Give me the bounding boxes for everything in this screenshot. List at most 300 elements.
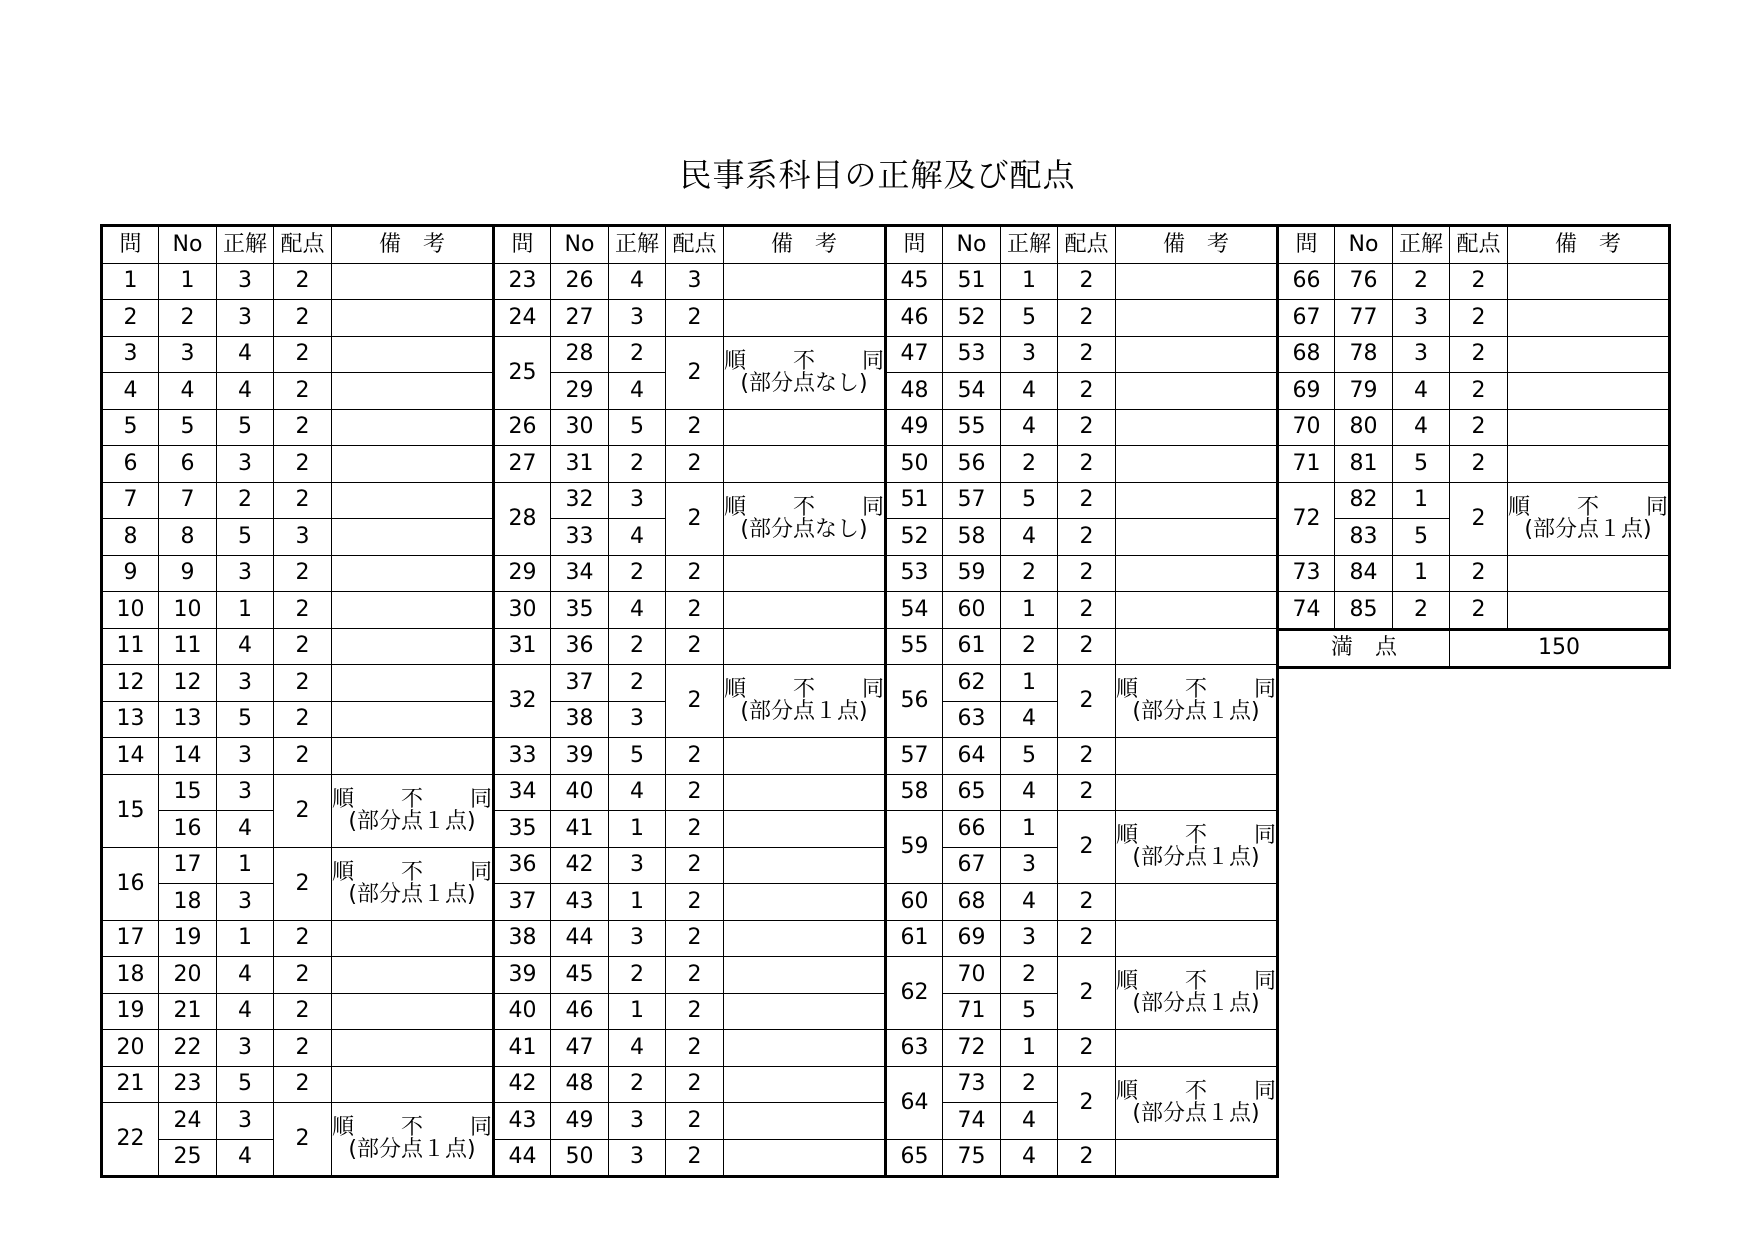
item-number: 31 xyxy=(551,446,609,483)
table-row xyxy=(102,774,494,811)
points: 2 xyxy=(666,920,724,957)
remarks xyxy=(1116,592,1278,629)
question-number: 73 xyxy=(1278,555,1335,592)
remarks-char: 同 xyxy=(1253,677,1276,702)
item-number: 64 xyxy=(943,738,1001,775)
question-number: 23 xyxy=(494,263,551,300)
item-number: 72 xyxy=(943,1030,1001,1067)
remarks xyxy=(332,665,494,702)
header-no: No xyxy=(551,226,609,264)
remarks-char: 順 xyxy=(332,786,355,812)
remarks xyxy=(332,373,494,410)
header-question: 問 xyxy=(1278,226,1335,264)
item-number: 57 xyxy=(943,482,1001,519)
item-number: 81 xyxy=(1335,446,1393,483)
question-number: 53 xyxy=(886,555,943,592)
question-number: 33 xyxy=(494,738,551,775)
points: 2 xyxy=(1450,592,1508,630)
correct-answer: 5 xyxy=(1001,482,1058,519)
remarks xyxy=(724,738,886,775)
points: 3 xyxy=(666,263,724,300)
points: 2 xyxy=(666,1030,724,1067)
points: 2 xyxy=(274,373,332,410)
remarks-char: 順 xyxy=(332,1115,355,1140)
correct-answer: 2 xyxy=(609,336,666,373)
remarks xyxy=(332,847,494,920)
table-row xyxy=(1278,300,1670,337)
correct-answer: 3 xyxy=(609,701,666,738)
remarks-char: 不 xyxy=(400,1115,423,1140)
table-row xyxy=(886,446,1278,483)
correct-answer: 5 xyxy=(1393,446,1450,483)
points: 2 xyxy=(274,336,332,373)
correct-answer: 3 xyxy=(217,1103,274,1140)
correct-answer: 5 xyxy=(1393,519,1450,556)
remarks xyxy=(724,592,886,629)
remarks-char: 順 xyxy=(1116,969,1139,994)
points: 2 xyxy=(1058,957,1116,1030)
question-number: 17 xyxy=(102,920,159,957)
points: 2 xyxy=(274,701,332,738)
remarks xyxy=(1116,665,1278,738)
item-number: 24 xyxy=(159,1103,217,1140)
question-number: 26 xyxy=(494,409,551,446)
table-row xyxy=(102,738,494,775)
table-row xyxy=(494,628,886,665)
table-row xyxy=(494,1066,886,1103)
correct-answer: 4 xyxy=(609,373,666,410)
points: 2 xyxy=(1058,336,1116,373)
table-row xyxy=(102,555,494,592)
item-number: 49 xyxy=(551,1103,609,1140)
table-row xyxy=(886,482,1278,519)
question-number: 40 xyxy=(494,993,551,1030)
table-row xyxy=(494,884,886,921)
points: 2 xyxy=(274,592,332,629)
correct-answer: 3 xyxy=(609,300,666,337)
header-answer: 正解 xyxy=(1393,226,1450,264)
header-row xyxy=(886,226,1278,264)
points: 2 xyxy=(666,1066,724,1103)
table-row xyxy=(886,519,1278,556)
remarks xyxy=(724,1103,886,1140)
total-row xyxy=(1278,629,1670,668)
points: 2 xyxy=(274,263,332,300)
table-row xyxy=(1278,263,1670,300)
correct-answer: 3 xyxy=(1001,920,1058,957)
correct-answer: 1 xyxy=(1393,482,1450,519)
remarks-order-free xyxy=(1116,679,1276,701)
question-number: 2 xyxy=(102,300,159,337)
remarks xyxy=(332,957,494,994)
remarks-char: 同 xyxy=(861,494,884,520)
points: 2 xyxy=(274,920,332,957)
item-number: 50 xyxy=(551,1139,609,1177)
points: 2 xyxy=(1450,373,1508,410)
table-row xyxy=(494,847,886,884)
correct-answer: 1 xyxy=(1001,665,1058,702)
question-number: 60 xyxy=(886,884,943,921)
question-number: 4 xyxy=(102,373,159,410)
remarks-char: 同 xyxy=(469,1115,492,1140)
question-number: 64 xyxy=(886,1066,943,1139)
item-number: 2 xyxy=(159,300,217,337)
item-number: 46 xyxy=(551,993,609,1030)
remarks xyxy=(332,628,494,665)
correct-answer: 4 xyxy=(217,1139,274,1177)
remarks xyxy=(332,446,494,483)
header-answer: 正解 xyxy=(1001,226,1058,264)
points: 2 xyxy=(1450,555,1508,592)
question-number: 58 xyxy=(886,774,943,811)
remarks-char: 不 xyxy=(792,494,815,520)
remarks-char: 同 xyxy=(1645,494,1668,520)
remarks xyxy=(724,1030,886,1067)
correct-answer: 2 xyxy=(217,482,274,519)
item-number: 80 xyxy=(1335,409,1393,446)
header-remarks: 備 考 xyxy=(1508,226,1670,264)
remarks-char: 不 xyxy=(400,859,423,885)
points: 2 xyxy=(1450,263,1508,300)
remarks xyxy=(1508,555,1670,592)
table-row xyxy=(102,628,494,665)
correct-answer: 2 xyxy=(609,665,666,702)
header-question: 問 xyxy=(494,226,551,264)
item-number: 10 xyxy=(159,592,217,629)
item-number: 42 xyxy=(551,847,609,884)
correct-answer: 2 xyxy=(609,1066,666,1103)
table-row xyxy=(886,1030,1278,1067)
remarks-order-free xyxy=(1116,1078,1276,1104)
table-row xyxy=(102,409,494,446)
remarks-char: 順 xyxy=(724,494,747,520)
question-number: 35 xyxy=(494,811,551,848)
item-number: 36 xyxy=(551,628,609,665)
points: 2 xyxy=(666,446,724,483)
question-number: 52 xyxy=(886,519,943,556)
remarks xyxy=(724,446,886,483)
points: 2 xyxy=(274,993,332,1030)
table-row xyxy=(102,592,494,629)
table-row xyxy=(494,665,886,702)
correct-answer: 2 xyxy=(1001,1066,1058,1103)
question-number: 21 xyxy=(102,1066,159,1103)
item-number: 77 xyxy=(1335,300,1393,337)
item-number: 40 xyxy=(551,774,609,811)
table-row xyxy=(1278,482,1670,519)
table-row xyxy=(1278,555,1670,592)
item-number: 12 xyxy=(159,665,217,702)
answer-table-block-2 xyxy=(492,224,887,1178)
item-number: 62 xyxy=(943,665,1001,702)
remarks xyxy=(724,555,886,592)
correct-answer: 2 xyxy=(609,628,666,665)
table-row xyxy=(494,263,886,300)
points: 2 xyxy=(666,1103,724,1140)
remarks xyxy=(1116,884,1278,921)
remarks-char: 不 xyxy=(1184,677,1207,702)
table-row xyxy=(102,665,494,702)
table-row xyxy=(494,774,886,811)
question-number: 55 xyxy=(886,628,943,665)
item-number: 22 xyxy=(159,1030,217,1067)
item-number: 19 xyxy=(159,920,217,957)
correct-answer: 2 xyxy=(1393,592,1450,630)
item-number: 33 xyxy=(551,519,609,556)
question-number: 68 xyxy=(1278,336,1335,373)
table-row xyxy=(102,482,494,519)
correct-answer: 4 xyxy=(217,336,274,373)
remarks xyxy=(1116,519,1278,556)
points: 2 xyxy=(666,592,724,629)
remarks xyxy=(724,1066,886,1103)
correct-answer: 5 xyxy=(1001,738,1058,775)
header-remarks: 備 考 xyxy=(332,226,494,264)
question-number: 7 xyxy=(102,482,159,519)
points: 2 xyxy=(666,811,724,848)
item-number: 9 xyxy=(159,555,217,592)
remarks xyxy=(332,1030,494,1067)
remarks-partial-credit: (部分点１点) xyxy=(1132,1100,1260,1126)
question-number: 5 xyxy=(102,409,159,446)
table-row xyxy=(102,1066,494,1103)
remarks-partial-credit: (部分点なし) xyxy=(740,516,868,542)
table-row xyxy=(1278,446,1670,483)
header-answer: 正解 xyxy=(217,226,274,264)
question-number: 70 xyxy=(1278,409,1335,446)
correct-answer: 2 xyxy=(1001,555,1058,592)
correct-answer: 1 xyxy=(609,811,666,848)
correct-answer: 4 xyxy=(217,957,274,994)
item-number: 67 xyxy=(943,847,1001,884)
remarks xyxy=(1116,738,1278,775)
question-number: 27 xyxy=(494,446,551,483)
points: 3 xyxy=(274,519,332,556)
points: 2 xyxy=(274,738,332,775)
correct-answer: 3 xyxy=(609,1139,666,1177)
correct-answer: 4 xyxy=(1001,774,1058,811)
question-number: 56 xyxy=(886,665,943,738)
correct-answer: 1 xyxy=(1001,811,1058,848)
remarks xyxy=(1116,1030,1278,1067)
remarks-char: 不 xyxy=(400,786,423,812)
remarks xyxy=(332,920,494,957)
points: 2 xyxy=(666,1139,724,1177)
question-number: 1 xyxy=(102,263,159,300)
correct-answer: 3 xyxy=(217,665,274,702)
header-question: 問 xyxy=(886,226,943,264)
remarks xyxy=(1116,263,1278,300)
remarks-char: 同 xyxy=(1253,969,1276,994)
correct-answer: 1 xyxy=(1001,592,1058,629)
table-row xyxy=(494,482,886,519)
question-number: 38 xyxy=(494,920,551,957)
total-label-cell xyxy=(1278,629,1450,668)
remarks xyxy=(1116,373,1278,410)
header-no: No xyxy=(943,226,1001,264)
remarks-char: 順 xyxy=(724,677,747,702)
remarks-char: 同 xyxy=(1253,823,1276,848)
remarks xyxy=(724,665,886,738)
remarks-order-free xyxy=(1508,494,1668,520)
table-row xyxy=(102,519,494,556)
points: 2 xyxy=(274,957,332,994)
remarks xyxy=(1116,482,1278,519)
remarks-char: 順 xyxy=(1116,823,1139,848)
table-row xyxy=(494,409,886,446)
remarks-char: 不 xyxy=(792,348,815,374)
question-number: 20 xyxy=(102,1030,159,1067)
item-number: 4 xyxy=(159,373,217,410)
item-number: 69 xyxy=(943,920,1001,957)
question-number: 72 xyxy=(1278,482,1335,555)
remarks xyxy=(1116,336,1278,373)
table-row xyxy=(886,336,1278,373)
question-number: 30 xyxy=(494,592,551,629)
item-number: 20 xyxy=(159,957,217,994)
points: 2 xyxy=(1450,409,1508,446)
table-row xyxy=(102,701,494,738)
remarks xyxy=(332,1103,494,1177)
remarks xyxy=(332,519,494,556)
correct-answer: 4 xyxy=(217,993,274,1030)
question-number: 43 xyxy=(494,1103,551,1140)
correct-answer: 4 xyxy=(217,811,274,848)
header-row xyxy=(1278,226,1670,264)
table-row xyxy=(102,1030,494,1067)
question-number: 25 xyxy=(494,336,551,409)
question-number: 39 xyxy=(494,957,551,994)
table-row xyxy=(494,1103,886,1140)
correct-answer: 3 xyxy=(1001,847,1058,884)
question-number: 12 xyxy=(102,665,159,702)
table-row xyxy=(494,300,886,337)
item-number: 75 xyxy=(943,1139,1001,1177)
item-number: 47 xyxy=(551,1030,609,1067)
question-number: 16 xyxy=(102,847,159,920)
points: 2 xyxy=(666,884,724,921)
points: 2 xyxy=(1058,628,1116,665)
remarks xyxy=(332,774,494,847)
correct-answer: 4 xyxy=(1001,884,1058,921)
remarks xyxy=(332,993,494,1030)
item-number: 48 xyxy=(551,1066,609,1103)
question-number: 49 xyxy=(886,409,943,446)
answer-table-block-1 xyxy=(100,224,495,1178)
correct-answer: 1 xyxy=(217,847,274,884)
remarks xyxy=(1116,957,1278,1030)
correct-answer: 1 xyxy=(217,592,274,629)
item-number: 21 xyxy=(159,993,217,1030)
question-number: 32 xyxy=(494,665,551,738)
remarks xyxy=(332,300,494,337)
question-number: 62 xyxy=(886,957,943,1030)
remarks xyxy=(332,409,494,446)
points: 2 xyxy=(666,300,724,337)
points: 2 xyxy=(666,993,724,1030)
question-number: 24 xyxy=(494,300,551,337)
question-number: 36 xyxy=(494,847,551,884)
table-row xyxy=(494,555,886,592)
item-number: 13 xyxy=(159,701,217,738)
remarks-order-free xyxy=(724,348,884,374)
remarks-char: 同 xyxy=(861,348,884,374)
correct-answer: 5 xyxy=(217,1066,274,1103)
remarks-char: 不 xyxy=(1576,494,1599,520)
table-row xyxy=(494,920,886,957)
item-number: 59 xyxy=(943,555,1001,592)
remarks-char: 順 xyxy=(1116,1078,1139,1104)
remarks xyxy=(332,1066,494,1103)
points: 2 xyxy=(666,336,724,409)
correct-answer: 4 xyxy=(1001,373,1058,410)
points: 2 xyxy=(1058,592,1116,629)
item-number: 78 xyxy=(1335,336,1393,373)
points: 2 xyxy=(1058,300,1116,337)
correct-answer: 4 xyxy=(609,592,666,629)
item-number: 61 xyxy=(943,628,1001,665)
correct-answer: 5 xyxy=(1001,300,1058,337)
table-row xyxy=(886,409,1278,446)
remarks xyxy=(724,628,886,665)
correct-answer: 3 xyxy=(1393,336,1450,373)
remarks-char: 不 xyxy=(1184,1078,1207,1104)
item-number: 30 xyxy=(551,409,609,446)
remarks-order-free xyxy=(1116,971,1276,993)
question-number: 47 xyxy=(886,336,943,373)
remarks-partial-credit: (部分点１点) xyxy=(1132,699,1260,724)
remarks-char: 不 xyxy=(1184,969,1207,994)
correct-answer: 3 xyxy=(1393,300,1450,337)
remarks xyxy=(332,336,494,373)
question-number: 41 xyxy=(494,1030,551,1067)
correct-answer: 3 xyxy=(609,847,666,884)
question-number: 11 xyxy=(102,628,159,665)
points: 2 xyxy=(1058,482,1116,519)
remarks xyxy=(1116,811,1278,884)
points: 2 xyxy=(666,957,724,994)
question-number: 15 xyxy=(102,774,159,847)
table-row xyxy=(1278,592,1670,630)
header-points: 配点 xyxy=(1450,226,1508,264)
item-number: 66 xyxy=(943,811,1001,848)
points: 2 xyxy=(1058,263,1116,300)
remarks xyxy=(1508,300,1670,337)
remarks-char: 同 xyxy=(861,677,884,702)
item-number: 74 xyxy=(943,1103,1001,1140)
correct-answer: 5 xyxy=(217,519,274,556)
correct-answer: 4 xyxy=(1393,409,1450,446)
table-row xyxy=(102,993,494,1030)
question-number: 61 xyxy=(886,920,943,957)
table-row xyxy=(886,628,1278,665)
points: 2 xyxy=(666,774,724,811)
points: 2 xyxy=(1058,409,1116,446)
correct-answer: 4 xyxy=(1001,519,1058,556)
points: 2 xyxy=(274,665,332,702)
remarks-order-free xyxy=(1116,825,1276,847)
points: 2 xyxy=(1058,519,1116,556)
correct-answer: 3 xyxy=(609,1103,666,1140)
item-number: 8 xyxy=(159,519,217,556)
correct-answer: 5 xyxy=(609,738,666,775)
remarks-char: 同 xyxy=(469,786,492,812)
table-row xyxy=(886,592,1278,629)
question-number: 8 xyxy=(102,519,159,556)
remarks xyxy=(724,847,886,884)
table-row xyxy=(102,847,494,884)
question-number: 65 xyxy=(886,1139,943,1177)
